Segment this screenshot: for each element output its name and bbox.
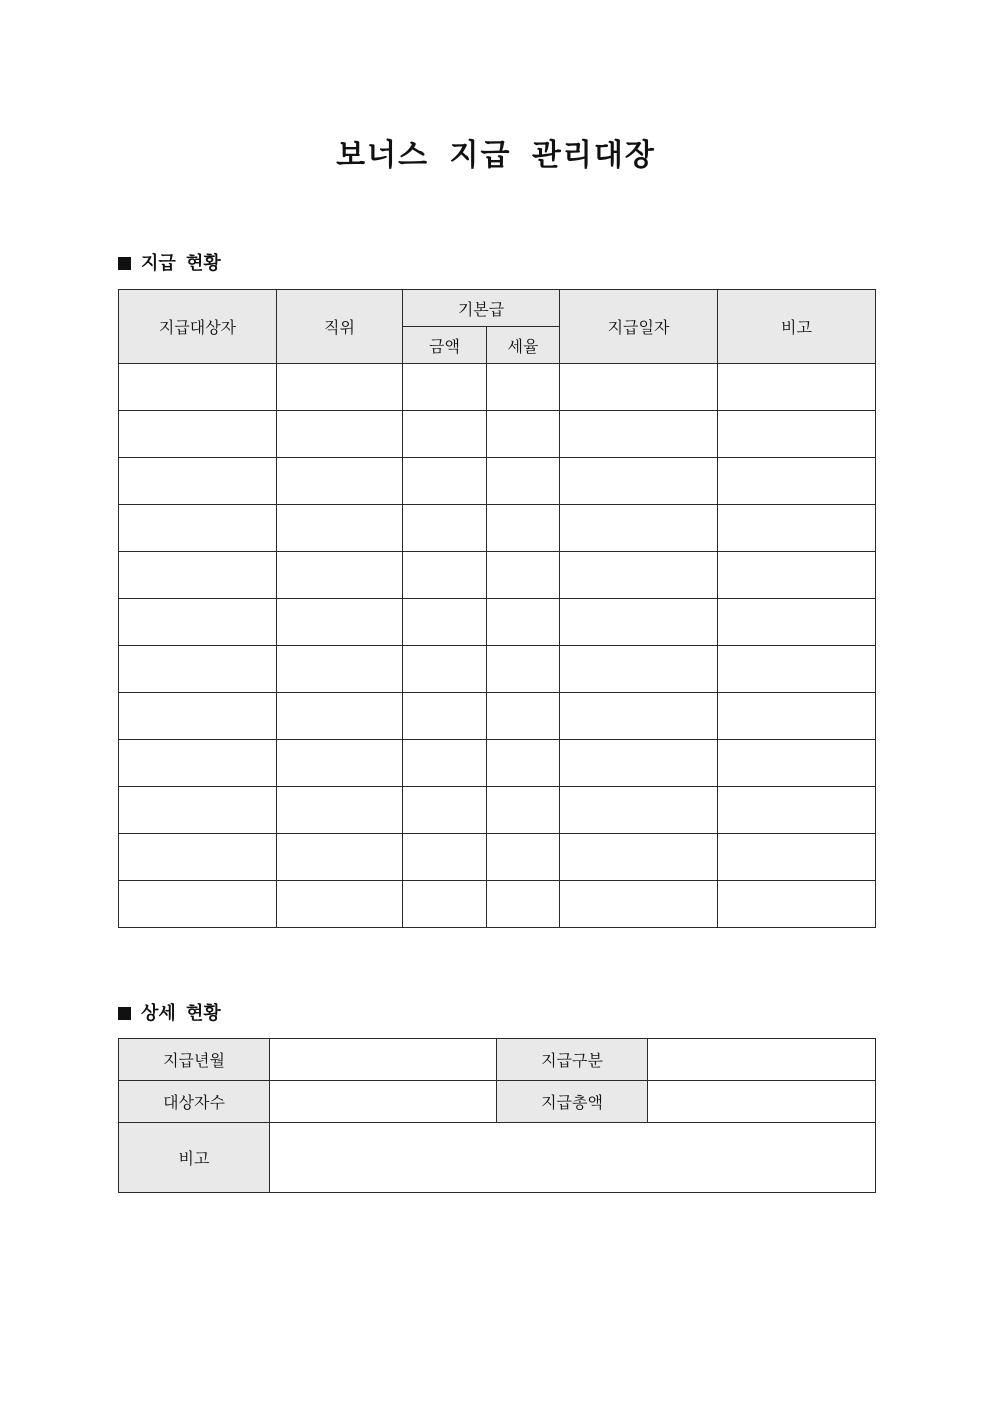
remarks-cell[interactable] bbox=[718, 693, 876, 740]
recipient-cell[interactable] bbox=[119, 646, 277, 693]
remarks-cell[interactable] bbox=[718, 787, 876, 834]
recipient-cell[interactable] bbox=[119, 599, 277, 646]
pay-date-cell[interactable] bbox=[560, 505, 718, 552]
tax-rate-cell[interactable] bbox=[487, 646, 560, 693]
total-amount-cell[interactable] bbox=[648, 1081, 876, 1123]
pay-date-cell[interactable] bbox=[560, 693, 718, 740]
remarks-cell[interactable] bbox=[718, 364, 876, 411]
recipient-cell[interactable] bbox=[119, 693, 277, 740]
amount-cell[interactable] bbox=[403, 693, 487, 740]
tax-rate-cell[interactable] bbox=[487, 740, 560, 787]
position-cell[interactable] bbox=[277, 552, 403, 599]
remarks-cell[interactable] bbox=[718, 881, 876, 928]
amount-cell[interactable] bbox=[403, 881, 487, 928]
column-header-tax-rate: 세율 bbox=[487, 327, 560, 364]
label-recipient-count: 대상자수 bbox=[119, 1081, 270, 1123]
recipient-cell[interactable] bbox=[119, 505, 277, 552]
table-row bbox=[119, 740, 876, 787]
table-row bbox=[119, 787, 876, 834]
position-cell[interactable] bbox=[277, 834, 403, 881]
page-title: 보너스 지급 관리대장 bbox=[336, 138, 656, 173]
label-pay-year-month: 지급년월 bbox=[119, 1039, 270, 1081]
table-row bbox=[119, 505, 876, 552]
amount-cell[interactable] bbox=[403, 599, 487, 646]
column-header-remarks: 비고 bbox=[718, 290, 876, 364]
tax-rate-cell[interactable] bbox=[487, 364, 560, 411]
section-heading-detail bbox=[118, 1001, 221, 1027]
remarks-cell[interactable] bbox=[718, 740, 876, 787]
amount-cell[interactable] bbox=[403, 834, 487, 881]
column-header-pay-date: 지급일자 bbox=[560, 290, 718, 364]
tax-rate-cell[interactable] bbox=[487, 834, 560, 881]
recipient-cell[interactable] bbox=[119, 881, 277, 928]
table-row bbox=[119, 364, 876, 411]
position-cell[interactable] bbox=[277, 458, 403, 505]
amount-cell[interactable] bbox=[403, 411, 487, 458]
section-heading-detail-label: 상세 현황 bbox=[141, 1003, 221, 1024]
pay-date-cell[interactable] bbox=[560, 411, 718, 458]
payment-status-table bbox=[118, 289, 876, 928]
tax-rate-cell[interactable] bbox=[487, 411, 560, 458]
position-cell[interactable] bbox=[277, 646, 403, 693]
pay-year-month-cell[interactable] bbox=[270, 1039, 497, 1081]
pay-date-cell[interactable] bbox=[560, 364, 718, 411]
column-header-position: 직위 bbox=[277, 290, 403, 364]
recipient-cell[interactable] bbox=[119, 740, 277, 787]
recipient-cell[interactable] bbox=[119, 411, 277, 458]
column-header-amount: 금액 bbox=[403, 327, 487, 364]
section-heading-payment bbox=[118, 251, 221, 277]
tax-rate-cell[interactable] bbox=[487, 693, 560, 740]
label-pay-category: 지급구분 bbox=[497, 1039, 648, 1081]
table-row bbox=[119, 458, 876, 505]
square-bullet-icon bbox=[118, 257, 131, 270]
remarks-cell[interactable] bbox=[718, 505, 876, 552]
section-heading-payment-label: 지급 현황 bbox=[141, 253, 221, 274]
position-cell[interactable] bbox=[277, 599, 403, 646]
tax-rate-cell[interactable] bbox=[487, 552, 560, 599]
pay-category-cell[interactable] bbox=[648, 1039, 876, 1081]
pay-date-cell[interactable] bbox=[560, 646, 718, 693]
square-bullet-icon bbox=[118, 1007, 131, 1020]
tax-rate-cell[interactable] bbox=[487, 505, 560, 552]
amount-cell[interactable] bbox=[403, 552, 487, 599]
pay-date-cell[interactable] bbox=[560, 881, 718, 928]
recipient-count-cell[interactable] bbox=[270, 1081, 497, 1123]
remarks-cell[interactable] bbox=[270, 1123, 876, 1193]
column-header-recipient: 지급대상자 bbox=[119, 290, 277, 364]
table-row bbox=[119, 646, 876, 693]
remarks-cell[interactable] bbox=[718, 552, 876, 599]
position-cell[interactable] bbox=[277, 881, 403, 928]
position-cell[interactable] bbox=[277, 740, 403, 787]
label-total-amount: 지급총액 bbox=[497, 1081, 648, 1123]
amount-cell[interactable] bbox=[403, 787, 487, 834]
remarks-cell[interactable] bbox=[718, 458, 876, 505]
column-header-base-pay: 기본급 bbox=[403, 290, 560, 327]
amount-cell[interactable] bbox=[403, 740, 487, 787]
recipient-cell[interactable] bbox=[119, 364, 277, 411]
position-cell[interactable] bbox=[277, 505, 403, 552]
table-row bbox=[119, 693, 876, 740]
recipient-cell[interactable] bbox=[119, 552, 277, 599]
recipient-cell[interactable] bbox=[119, 834, 277, 881]
remarks-cell[interactable] bbox=[718, 599, 876, 646]
tax-rate-cell[interactable] bbox=[487, 881, 560, 928]
amount-cell[interactable] bbox=[403, 646, 487, 693]
recipient-cell[interactable] bbox=[119, 458, 277, 505]
position-cell[interactable] bbox=[277, 364, 403, 411]
position-cell[interactable] bbox=[277, 693, 403, 740]
amount-cell[interactable] bbox=[403, 364, 487, 411]
amount-cell[interactable] bbox=[403, 458, 487, 505]
pay-date-cell[interactable] bbox=[560, 740, 718, 787]
remarks-cell[interactable] bbox=[718, 834, 876, 881]
table-row bbox=[119, 599, 876, 646]
pay-date-cell[interactable] bbox=[560, 552, 718, 599]
position-cell[interactable] bbox=[277, 787, 403, 834]
tax-rate-cell[interactable] bbox=[487, 599, 560, 646]
pay-date-cell[interactable] bbox=[560, 834, 718, 881]
table-row bbox=[119, 552, 876, 599]
recipient-cell[interactable] bbox=[119, 787, 277, 834]
tax-rate-cell[interactable] bbox=[487, 787, 560, 834]
label-remarks: 비고 bbox=[119, 1123, 270, 1193]
table-row bbox=[119, 881, 876, 928]
remarks-cell[interactable] bbox=[718, 646, 876, 693]
tax-rate-cell[interactable] bbox=[487, 458, 560, 505]
table-row bbox=[119, 834, 876, 881]
remarks-cell[interactable] bbox=[718, 411, 876, 458]
pay-date-cell[interactable] bbox=[560, 599, 718, 646]
detail-status-table bbox=[118, 1038, 876, 1193]
position-cell[interactable] bbox=[277, 411, 403, 458]
table-row bbox=[119, 411, 876, 458]
payment-table-body bbox=[119, 364, 876, 928]
pay-date-cell[interactable] bbox=[560, 787, 718, 834]
pay-date-cell[interactable] bbox=[560, 458, 718, 505]
amount-cell[interactable] bbox=[403, 505, 487, 552]
